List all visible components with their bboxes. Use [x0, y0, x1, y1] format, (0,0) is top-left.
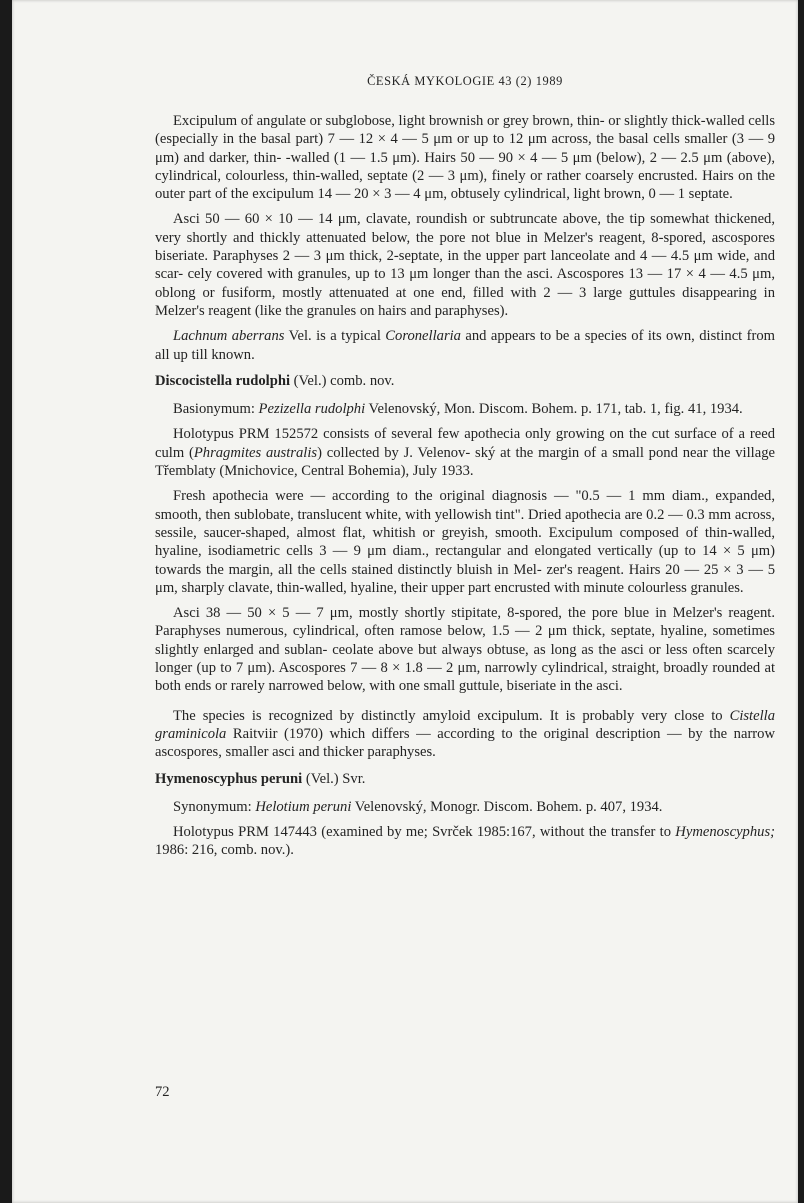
basionym-label: Basionymum: — [173, 401, 259, 418]
basionym-name: Pezizella rudolphi — [258, 401, 366, 418]
species-heading-hymenoscyphus — [155, 770, 775, 788]
text-span: The species is recognized by distinctly amyloid excipulum. It is probably very close to — [173, 707, 730, 724]
taxon-name: Cistella graminicola — [155, 707, 775, 742]
text-span: Vel. is a typical — [284, 328, 386, 345]
running-head: ČESKÁ MYKOLOGIE 43 (2) 1989 — [367, 74, 563, 88]
text-span: 1986: 216, comb. nov.). — [155, 842, 294, 859]
synonym-label: Synonymum: — [173, 798, 256, 815]
species-author: (Vel.) comb. nov. — [290, 372, 395, 389]
paragraph-holotype-2 — [155, 823, 775, 860]
page-number: 72 — [155, 1084, 170, 1100]
paragraph-fresh-apothecia: Fresh apothecia were — according to the original diagnosis — "0.5 — 1 mm diam., expanded, smooth, then sublobate, translucent white, with yellowish tint". Dried apothecia are 0.2 — 0.3 mm across, sessile, saucer-shaped, almost flat, whitish or greyish, smooth. Excipulum composed of thin-walled, hyaline, isodiametric cells 3 — 9 μm diam., rectangular and elongated vertically (up to 14 × 5 μm) towards the margin, all the cells stained distinctly bluish in Mel- zer's reagent. Hairs 20 — 25 × 3 — 5 μm, sharply clavate, thin-walled, hyaline, their upper part encrusted with minute colourless granules. — [155, 488, 775, 596]
paragraph-synonym — [155, 798, 775, 816]
genus-name: Hymenoscyphus; — [675, 824, 775, 841]
page-content — [155, 72, 775, 867]
text-span: Holotypus PRM 147443 (examined by me; Svrček 1985:167, without the transfer to — [173, 824, 676, 841]
paragraph-excipulum: Excipulum of angulate or subglobose, light brownish or grey brown, thin- or slightly thick-walled cells (especially in the basal part) 7 — 12 × 4 — 5 μm or up to 12 μm across, the basal cells smaller (3 — 9 μm) and darker, thin- -walled (1 — 1.5 μm). Hairs 50 — 90 × 4 — 5 μm (below), 2 — 2.5 μm (above), cylindrical, colourless, thin-walled, septate (2 — 3 μm), finely or rather coarsely encrusted. Hairs on the outer part of the excipulum 14 — 20 × 3 — 4 μm, obtusely cylindrical, light brown, 0 — 1 septate. — [155, 113, 775, 203]
taxon-name: Lachnum aberrans — [173, 328, 285, 345]
synonym-reference: Velenovský, Monogr. Discom. Bohem. p. 407, 1934. — [351, 798, 663, 815]
species-name: Hymenoscyphus peruni — [155, 770, 303, 787]
paragraph-holotype-1 — [155, 425, 775, 480]
paragraph-asci-2: Asci 38 — 50 × 5 — 7 μm, mostly shortly stipitate, 8-spored, the pore blue in Melzer's reagent. Paraphyses numerous, cylindrical, often ramose below, 1.5 — 2 μm thick, septate, hyaline, sometimes slightly enlarged and sublan- ceolate above but always obtuse, as long as the asci or less often scarcely longer (up to 7 μm). Ascospores 7 — 8 × 1.8 — 2 μm, narrowly cylindrical, straight, broadly rounded at both ends or rarely narrowed below, with one small guttule, biseriate in the asci. — [155, 605, 775, 695]
species-heading-discocistella — [155, 372, 775, 390]
paragraph-recognition — [155, 707, 775, 762]
text-span: ) collected by J. Velenov- ský at the margin of a small pond near the village Třemblaty (Mnichovice, Central Bohemia), July 1933. — [155, 444, 775, 480]
paragraph-asci: Asci 50 — 60 × 10 — 14 μm, clavate, roundish or subtruncate above, the tip somewhat thickened, very shortly and thickly attenuated below, the pore not blue in Melzer's reagent, 8-spored, ascospores biseriate. Paraphyses 2 — 3 μm thick, 2-septate, in the upper part lanceolate and 4 — 4.5 μm wide, and scar- cely covered with granules, up to 13 μm longer than the asci. Ascospores 13 — 17 × 4 — 4.5 μm, oblong or fusiform, mostly attenuated at one end, filled with 2 — 3 large guttules disappearing in Melzer's reagent (like the granules on hairs and paraphyses). — [155, 211, 775, 319]
paragraph-lachnum-remark — [155, 327, 775, 364]
text-span: and appears to be a species of its own, distinct from all up till known. — [155, 328, 776, 363]
text-span: Raitviir (1970) which differs — according to the original description — by the narrow ascospores, smaller asci and thicker paraphyses. — [155, 725, 775, 761]
genus-name: Coronellaria — [385, 328, 461, 345]
basionym-reference: Velenovský, Mon. Discom. Bohem. p. 171, tab. 1, fig. 41, 1934. — [365, 401, 743, 418]
species-name: Discocistella rudolphi — [155, 372, 290, 389]
paragraph-basionym — [155, 400, 775, 418]
journal-page — [12, 0, 798, 1203]
synonym-name: Helotium peruni — [255, 798, 352, 815]
species-author: (Vel.) Svr. — [302, 770, 366, 787]
host-name: Phragmites australis — [193, 444, 318, 461]
text-span: Holotypus PRM 152572 consists of several few apothecia only growing on the cut surface of a reed culm ( — [155, 426, 775, 461]
